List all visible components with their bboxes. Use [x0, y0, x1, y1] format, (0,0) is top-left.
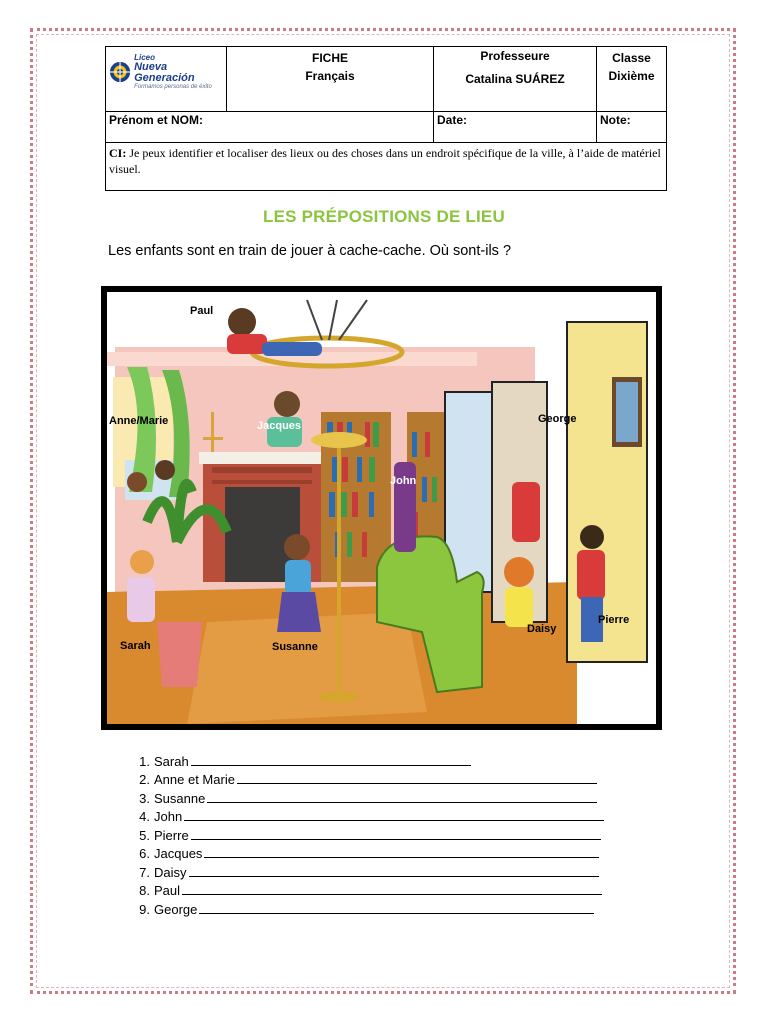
ci-label: CI: — [109, 146, 127, 160]
answer-item: 6. Jacques — [108, 843, 628, 862]
school-emblem-icon — [109, 59, 131, 85]
answer-line[interactable] — [182, 893, 602, 895]
answer-item: 8. Paul — [108, 880, 628, 899]
hide-and-seek-illustration — [101, 286, 662, 730]
header-table — [105, 46, 667, 191]
answer-item: 7. Daisy — [108, 861, 628, 880]
school-logo — [107, 48, 225, 90]
question-text: Les enfants sont en train de jouer à cache-cache. Où sont-ils ? — [108, 243, 512, 259]
ci-cell — [106, 143, 667, 191]
subject-label: Français — [305, 69, 355, 83]
answer-line[interactable] — [237, 782, 597, 784]
answer-line[interactable] — [207, 801, 597, 803]
logo-line2: Nueva Generación — [134, 61, 195, 84]
label-anne-marie: Anne/Marie — [109, 415, 169, 427]
fiche-label: FICHE — [312, 51, 348, 65]
label-susanne: Susanne — [272, 641, 318, 653]
logo-line1: Liceo — [134, 53, 155, 62]
answer-line[interactable] — [199, 912, 594, 914]
answer-line[interactable] — [204, 856, 599, 858]
answer-item: 1. Sarah — [108, 750, 628, 769]
professor-name: Catalina SUÁREZ — [465, 72, 565, 86]
note-label: Note: — [600, 113, 631, 127]
class-cell — [597, 47, 667, 112]
answer-item: 9. George — [108, 898, 628, 917]
label-sarah: Sarah — [120, 640, 151, 652]
date-field[interactable] — [434, 112, 597, 143]
answer-line[interactable] — [189, 875, 599, 877]
ci-text: Je peux identifier et localiser des lieux ou des choses dans un endroit spécifique de la ville, à l’aide de matériel visuel. — [109, 146, 661, 177]
label-daisy: Daisy — [527, 623, 557, 635]
room-illustration — [107, 292, 656, 724]
label-john: John — [390, 475, 417, 487]
label-jacques: Jacques — [257, 420, 302, 432]
answer-line[interactable] — [184, 819, 604, 821]
fiche-cell — [227, 47, 434, 112]
name-label: Prénom et NOM: — [109, 113, 204, 127]
label-george: George — [538, 413, 577, 425]
answer-list — [108, 750, 628, 917]
label-pierre: Pierre — [598, 614, 630, 626]
name-field[interactable] — [106, 112, 434, 143]
logo-cell — [106, 47, 227, 112]
professor-label: Professeure — [480, 49, 550, 63]
answer-item: 4. John — [108, 806, 628, 825]
answer-line[interactable] — [191, 838, 601, 840]
date-label: Date: — [437, 113, 468, 127]
answer-item: 3. Susanne — [108, 787, 628, 806]
answer-item: 2. Anne et Marie — [108, 769, 628, 788]
label-paul: Paul — [190, 305, 214, 317]
note-field[interactable] — [597, 112, 667, 143]
answer-line[interactable] — [191, 764, 471, 766]
class-label: Classe — [612, 51, 651, 65]
page-title: LES PRÉPOSITIONS DE LIEU — [263, 207, 505, 226]
professor-cell — [434, 47, 597, 112]
logo-line3: Formamos personas de éxito — [134, 84, 212, 90]
answer-item: 5. Pierre — [108, 824, 628, 843]
class-value: Dixième — [608, 69, 655, 83]
